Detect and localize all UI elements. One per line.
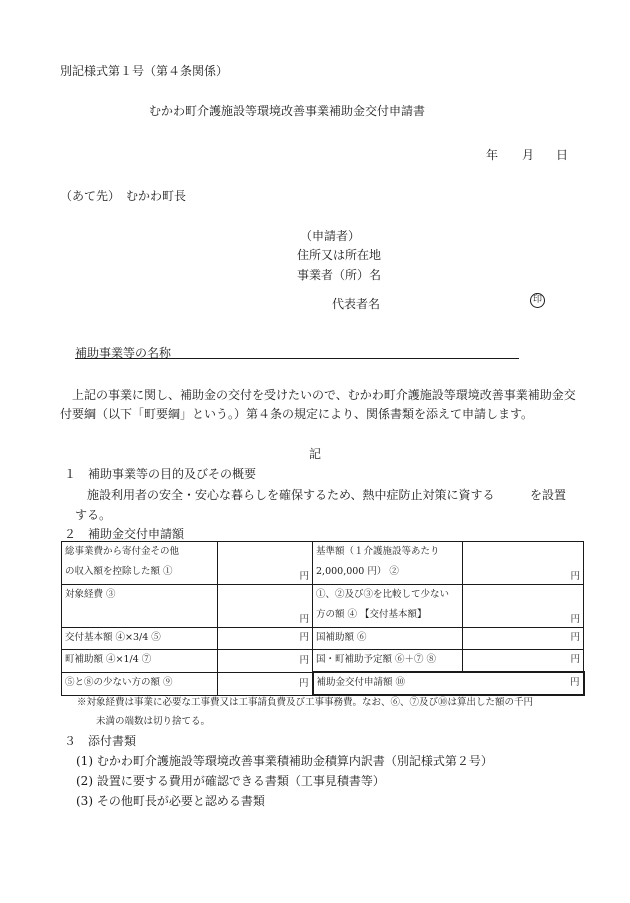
application-amount-label: 補助金交付申請額 ⑩: [313, 672, 463, 695]
target-cost-amount[interactable]: 円: [218, 585, 313, 628]
grant-amount-table: [61, 541, 585, 696]
seal-mark: 印: [530, 293, 545, 308]
date-month: 月: [522, 148, 535, 162]
planned-subsidy-label: 国・町補助予定額 ⑥＋⑦ ⑧: [313, 650, 463, 673]
section-1-line-1: 施設利用者の安全・安心な暮らしを確保するため、熱中症防止対策に資する: [87, 488, 495, 502]
section-2-heading: ２ 補助金交付申請額: [64, 527, 185, 541]
table-note-line-2: 未満の端数は切り捨てる。: [96, 716, 211, 727]
smaller-amount-label: ⑤と⑧の少ない方の額 ⑨: [62, 672, 218, 695]
ki-heading: 記: [309, 447, 322, 461]
total-cost-label: 総事業費から寄付金その他 の収入額を控除した額 ①: [62, 542, 218, 585]
standard-amount-label: 基準額（１介護施設等あたり 2,000,000 円） ②: [313, 542, 463, 585]
basic-grant-amount[interactable]: 円: [463, 585, 584, 628]
table-row: [62, 585, 584, 628]
table-row: [62, 542, 584, 585]
table-note-line-1: ※対象経費は事業に必要な工事費又は工事請負費及び工事事務費。なお、⑥、⑦及び⑩は算出した額の千円: [77, 697, 534, 708]
town-subsidy-value[interactable]: 円: [218, 650, 313, 673]
project-name-label: 補助事業等の名称: [75, 346, 172, 360]
section-1-line-1-suffix: を設置: [530, 488, 567, 502]
section-3-heading: ３ 添付書類: [64, 734, 137, 748]
table-row: [62, 650, 584, 673]
basic-amount-value[interactable]: 円: [218, 628, 313, 650]
address-label: 住所又は所在地: [297, 248, 382, 262]
attachment-item-1: (1) むかわ町介護施設等環境改善事業積補助金積算内訳書（別記様式第２号）: [76, 754, 493, 768]
national-subsidy-label: 国補助額 ⑥: [313, 628, 463, 650]
table-row: [62, 672, 584, 695]
section-1-line-2: する。: [75, 508, 112, 522]
table-row: [62, 628, 584, 650]
date-year: 年: [486, 148, 499, 162]
addressee: （あて先） むかわ町長: [60, 189, 187, 203]
document-title: むかわ町介護施設等環境改善事業補助金交付申請書: [149, 104, 426, 118]
attachment-item-3: (3) その他町長が必要と認める書類: [76, 794, 265, 808]
basic-amount-label: 交付基本額 ④×3/4 ⑤: [62, 628, 218, 650]
intro-line-2: 付要綱（以下「町要綱」という。）第４条の規定により、関係書類を添えて申請します。: [60, 407, 534, 421]
town-subsidy-label: 町補助額 ④×1/4 ⑦: [62, 650, 218, 673]
standard-amount-value[interactable]: 円: [463, 542, 584, 585]
form-number: 別記様式第１号（第４条関係）: [60, 64, 229, 78]
basic-grant-label: ①、②及び③を比較して少ない 方の額 ④ 【交付基本額】: [313, 585, 463, 628]
intro-line-1: 上記の事業に関し、補助金の交付を受けたいので、むかわ町介護施設等環境改善事業補助金交: [60, 388, 576, 402]
total-cost-amount[interactable]: 円: [218, 542, 313, 585]
section-1-heading: １ 補助事業等の目的及びその概要: [64, 467, 257, 481]
business-name-label: 事業者（所）名: [297, 268, 382, 282]
application-amount-value[interactable]: 円: [463, 672, 584, 695]
date-day: 日: [556, 148, 569, 162]
applicant-heading: （申請者）: [300, 229, 361, 243]
attachment-item-2: (2) 設置に要する費用が確認できる書類（工事見積書等）: [76, 774, 385, 788]
smaller-amount-value[interactable]: 円: [218, 672, 313, 695]
target-cost-label: 対象経費 ③: [62, 585, 218, 628]
representative-label: 代表者名: [332, 297, 381, 311]
planned-subsidy-value[interactable]: 円: [463, 650, 584, 673]
national-subsidy-value[interactable]: 円: [463, 628, 584, 650]
